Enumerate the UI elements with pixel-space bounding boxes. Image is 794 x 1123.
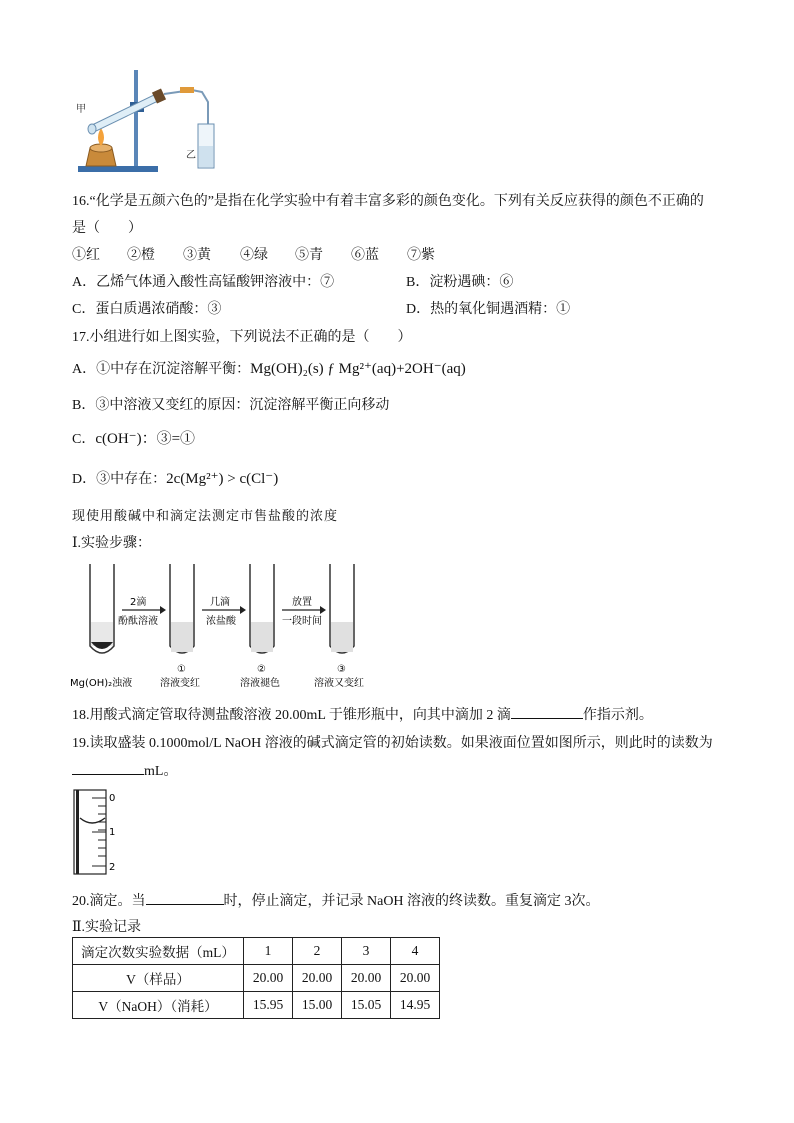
arrow1-top: 2滴 [130,597,147,608]
tube2-num: ② [257,664,266,675]
table-cell: 20.00 [391,965,440,992]
option-d-formula: 2c(Mg²⁺) > c(Cl⁻) [166,471,279,487]
tube0-label: Mg(OH)₂浊液 [70,678,133,689]
color-item: ⑥蓝 [351,248,379,263]
tube-2 [250,564,274,653]
tubes-figure [66,560,386,692]
q16-stem-line2: 是（ ） [72,221,142,236]
color-item: ④绿 [240,248,268,263]
table-header-cell: 滴定次数实验数据（mL） [73,938,244,965]
table-cell: 20.00 [293,965,342,992]
option-d-text: D．③中存在： [72,472,167,487]
burette-tick-1: 1 [109,827,116,838]
q17-option-d [72,468,278,488]
q16-option-b: B．淀粉遇碘：⑥ [406,275,514,290]
table-header-cell: 4 [391,938,440,965]
q16-stem-line1: 16.“化学是五颜六色的”是指在化学实验中有着丰富多彩的颜色变化。下列有关反应获得的颜色不正确的 [72,194,704,209]
arrow2-bottom: 浓盐酸 [206,616,236,627]
tube2-label: 溶液褪色 [240,678,280,689]
table-header-row [73,938,440,965]
table-header-cell: 3 [342,938,391,965]
q19-answer-blank[interactable] [72,762,144,775]
color-item: ③黄 [183,248,211,263]
table-header-cell: 2 [293,938,342,965]
q17-option-a [72,358,466,378]
flame [98,128,104,146]
color-item: ①红 [72,248,100,263]
reaction-tube [90,94,160,132]
q20-answer-blank[interactable] [146,892,224,905]
section2-heading: Ⅱ.实验记录 [72,920,142,935]
q18-after: 作指示剂。 [582,708,653,723]
arrow3-top: 放置 [292,597,312,608]
q19-line1: 19.读取盛装 0.1000mol/L NaOH 溶液的碱式滴定管的初始读数。如果液面位置如图所示，则此时的读数为 [72,736,713,751]
color-item: ②橙 [127,248,155,263]
q16-option-c: C．蛋白质遇浓硝酸：③ [72,302,222,317]
tube-3 [330,564,354,653]
q18-before: 18.用酸式滴定管取待测盐酸溶液 20.00mL 于锥形瓶中，向其中滴加 2 滴 [72,708,511,723]
table-cell: 14.95 [391,992,440,1019]
q20 [72,890,600,910]
burette-tick-0: 0 [109,793,116,804]
burette-figure [72,788,122,876]
tube1-label: 溶液变红 [160,678,200,689]
q19-after: mL。 [144,764,178,779]
color-item: ⑤青 [295,248,323,263]
option-c-text: C． [72,432,96,447]
q16-option-a: A．乙烯气体通入酸性高锰酸钾溶液中：⑦ [72,275,335,290]
q20-after: 时，停止滴定，并记录 NaOH 溶液的终读数。重复滴定 3次。 [223,894,600,909]
arrow1-bottom: 酚酞溶液 [118,616,158,627]
stand-base [78,166,158,172]
q17-option-b: B．③中溶液又变红的原因：沉淀溶解平衡正向移动 [72,398,390,413]
option-a-text: A．①中存在沉淀溶解平衡： [72,362,251,377]
label-jia: 甲 [76,104,86,115]
q18-answer-blank[interactable] [511,706,583,719]
table-row [73,992,440,1019]
table-cell: 15.95 [244,992,293,1019]
rubber-joint [180,87,194,93]
q18 [72,704,653,724]
apparatus-figure [72,68,232,180]
q17-stem: 17.小组进行如上图实验，下列说法不正确的是（ ） [72,330,412,345]
burette-tick-2: 2 [109,862,116,873]
q20-before: 20.滴定。当 [72,894,146,909]
color-item: ⑦紫 [407,248,435,263]
option-a-formula: Mg(OH)₂(s) ƒ Mg²⁺(aq)+2OH⁻(aq) [250,361,466,377]
q17-option-c [72,427,195,448]
tube3-num: ③ [337,664,346,675]
option-c-formula: c(OH⁻)：③=① [95,431,196,447]
tube1-num: ① [177,664,186,675]
arrow3-bottom: 一段时间 [282,616,322,627]
q16-option-d: D．热的氧化铜遇酒精：① [406,302,571,317]
tube-1 [170,564,194,653]
table-row [73,965,440,992]
table-cell: 15.05 [342,992,391,1019]
table-row-label: V（样品） [73,965,244,992]
table-cell: 15.00 [293,992,342,1019]
stand-pole [134,70,138,166]
tube-0 [90,564,114,653]
table-cell: 20.00 [342,965,391,992]
tube3-label: 溶液又变红 [314,678,364,689]
intro-text: 现使用酸碱中和滴定法测定市售盐酸的浓度 [72,508,339,523]
record-table [72,937,440,1019]
table-header-cell: 1 [244,938,293,965]
table-cell: 20.00 [244,965,293,992]
table-row-label: V（NaOH）（消耗） [73,992,244,1019]
section1-heading: Ⅰ.实验步骤： [72,536,152,551]
label-yi: 乙 [186,150,196,161]
arrow2-top: 几滴 [210,597,230,608]
q19-line2 [72,760,177,780]
